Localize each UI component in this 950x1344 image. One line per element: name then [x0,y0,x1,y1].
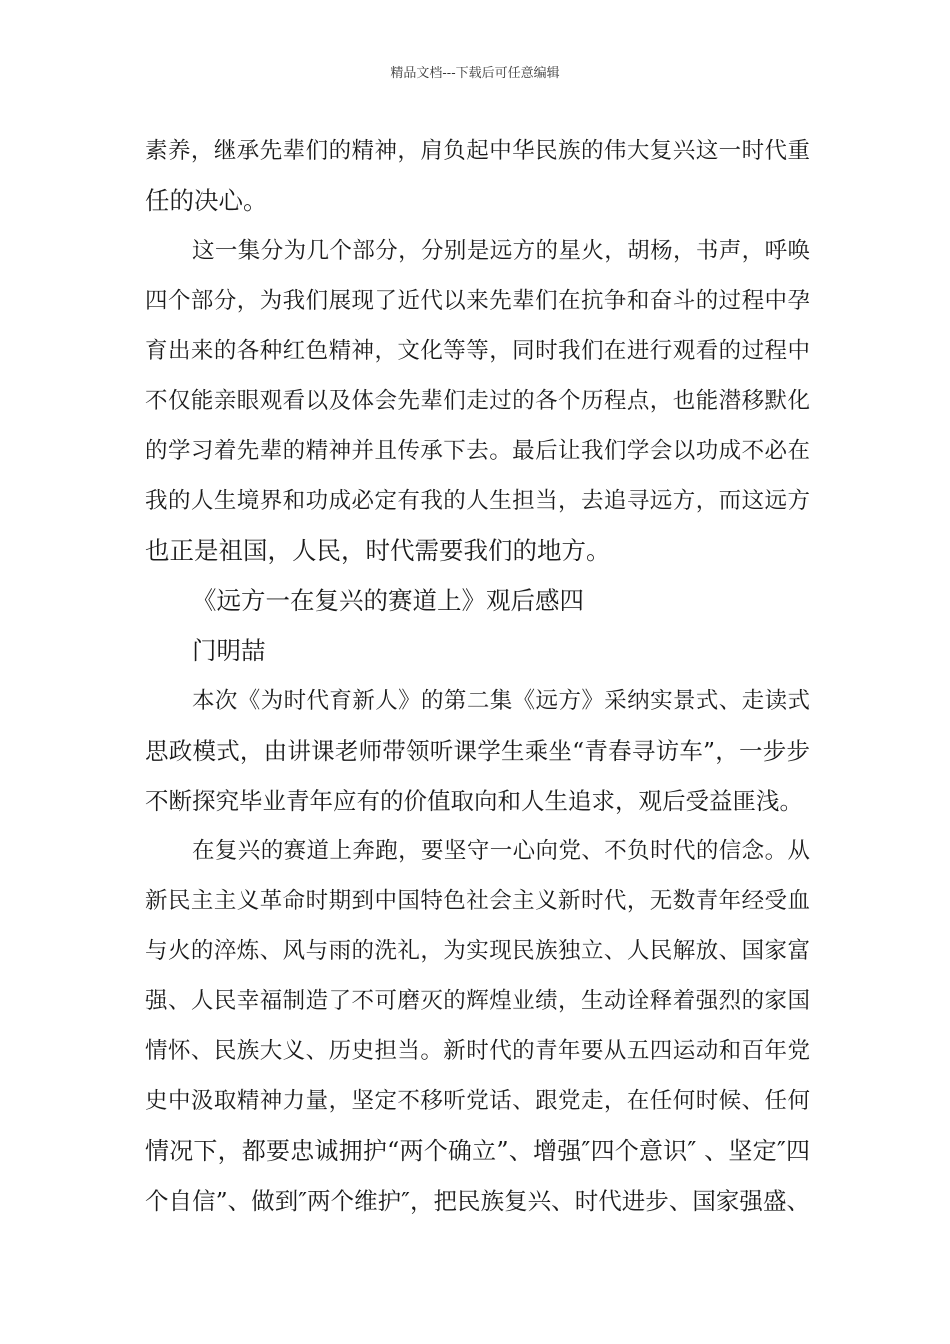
text-line: 任的决心。 [145,186,268,215]
text-line: 个自信”、做到″两个维护″，把民族复兴、时代进步、国家强盛、 [145,1187,810,1215]
text-line: 在复兴的赛道上奔跑，要坚守一心向党、不负时代的信念。从 [192,838,810,864]
text-line: 史中汲取精神力量，坚定不移听党话、跟党走，在任何时候、任何 [145,1088,810,1114]
text-line: 四个部分，为我们展现了近代以来先辈们在抗争和奋斗的过程中孕 [145,288,810,314]
text-line: 《远方一在复兴的赛道上》观后感四 [192,586,584,615]
text-line: 不断探究毕业青年应有的价值取向和人生追求，观后受益匪浅。 [145,787,803,815]
text-line: 这一集分为几个部分，分别是远方的星火，胡杨，书声，呼唤 [192,238,810,264]
text-line: 育出来的各种红色精神，文化等等，同时我们在进行观看的过程中 [145,338,810,364]
text-line: 我的人生境界和功成必定有我的人生担当，去追寻远方，而这远方 [145,488,810,514]
document-body [145,126,810,1226]
text-line: 思政模式，由讲课老师带领听课学生乘坐“青春寻访车”，一步步 [145,737,810,765]
text-line: 与火的淬炼、风与雨的洗礼，为实现民族独立、人民解放、国家富 [145,938,810,964]
text-line: 新民主主义革命时期到中国特色社会主义新时代，无数青年经受血 [145,888,810,914]
text-line: 本次《为时代育新人》的第二集《远方》采纳实景式、走读式 [192,688,810,714]
text-line: 强、人民幸福制造了不可磨灭的辉煌业绩，生动诠释着强烈的家国 [145,988,810,1014]
text-line: 也正是祖国，人民，时代需要我们的地方。 [145,536,611,565]
text-line: 情怀、民族大义、历史担当。新时代的青年要从五四运动和百年党 [145,1038,810,1064]
text-line: 情况下，都要忠诚拥护“两个确立”、增强″四个意识″ 、坚定″四 [145,1137,810,1165]
text-line: 不仅能亲眼观看以及体会先辈们走过的各个历程点，也能潜移默化 [145,388,810,414]
text-line: 素养，继承先辈们的精神，肩负起中华民族的伟大复兴这一时代重 [145,138,810,164]
text-line: 的学习着先辈的精神并且传承下去。最后让我们学会以功成不必在 [145,438,810,464]
page-header: 精品文档---下载后可任意编辑 [390,66,560,81]
text-line: 门明喆 [192,636,266,665]
